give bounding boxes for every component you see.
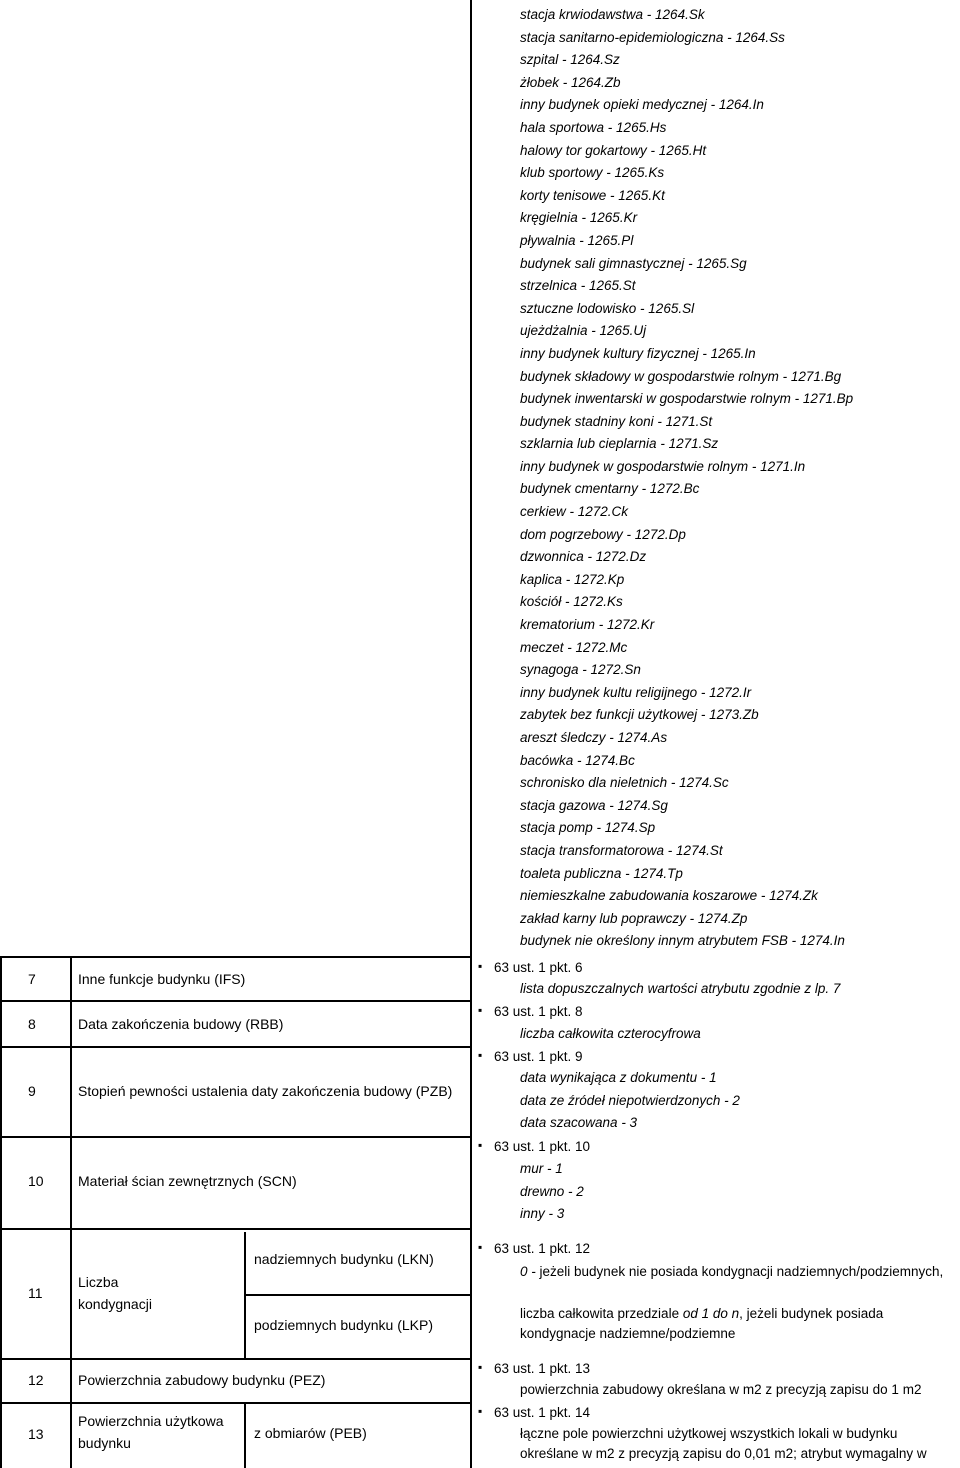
function-value-item: budynek inwentarski w gospodarstwie rolnym - 1271.Bp — [520, 391, 854, 407]
function-values-list — [520, 4, 853, 953]
row-line-10-top — [0, 1136, 470, 1138]
function-value-item: synagoga - 1272.Sn — [520, 662, 641, 678]
label-split-border-r11 — [244, 1232, 246, 1360]
function-value-item: szpital - 1264.Sz — [520, 52, 620, 68]
row-label-ifs: Inne funkcje budynku (IFS) — [78, 971, 246, 987]
description-r9-line3: data szacowana - 3 — [520, 1115, 638, 1130]
function-value-item: inny budynek w gospodarstwie rolnym - 1271.In — [520, 458, 806, 474]
legal-reference-r9: ▪ 63 ust. 1 pkt. 9 — [494, 1049, 583, 1064]
row-line-12-top — [0, 1358, 470, 1360]
legal-reference-r11: ▪ 63 ust. 1 pkt. 12 — [494, 1241, 590, 1256]
row-label-usable-area-line2: budynku — [78, 1435, 131, 1451]
row-number-7: 7 — [28, 971, 36, 987]
function-value-item: stacja gazowa - 1274.Sg — [520, 797, 668, 813]
legal-reference-r7: ▪ 63 ust. 1 pkt. 6 — [494, 960, 583, 975]
function-value-item: dzwonnica - 1272.Dz — [520, 549, 647, 565]
function-value-item: kościół - 1272.Ks — [520, 594, 623, 610]
function-value-item: kręgielnia - 1265.Kr — [520, 210, 638, 226]
description-r10-line3: inny - 3 — [520, 1206, 565, 1221]
function-value-item: krematorium - 1272.Kr — [520, 617, 655, 633]
function-value-item: korty tenisowe - 1265.Kt — [520, 187, 665, 203]
function-value-item: stacja transformatorowa - 1274.St — [520, 842, 723, 858]
legal-reference-r8: ▪ 63 ust. 1 pkt. 8 — [494, 1004, 583, 1019]
description-r9-line1: data wynikająca z dokumentu - 1 — [520, 1070, 717, 1085]
function-value-item: stacja sanitarno-epidemiologiczna - 1264.Ss — [520, 29, 785, 45]
function-value-item: dom pogrzebowy - 1272.Dp — [520, 526, 686, 542]
legal-reference-r10: ▪ 63 ust. 1 pkt. 10 — [494, 1139, 590, 1154]
function-value-item: stacja pomp - 1274.Sp — [520, 820, 656, 836]
legal-reference-r12: ▪ 63 ust. 1 pkt. 13 — [494, 1361, 590, 1376]
function-value-item: zakład karny lub poprawczy - 1274.Zp — [520, 910, 748, 926]
row-number-10: 10 — [28, 1173, 44, 1189]
function-value-item: niemieszkalne zabudowania koszarowe - 1274.Zk — [520, 888, 818, 904]
row-sublabel-peb: z obmiarów (PEB) — [254, 1425, 367, 1441]
description-r8: liczba całkowita czterocyfrowa — [520, 1026, 701, 1041]
number-column-border — [70, 956, 72, 1468]
function-value-item: hala sportowa - 1265.Hs — [520, 119, 667, 135]
function-value-item: zabytek bez funkcji użytkowej - 1273.Zb — [520, 707, 759, 723]
function-value-item: inny budynek kultu religijnego - 1272.Ir — [520, 684, 752, 700]
function-value-item: cerkiew - 1272.Ck — [520, 504, 629, 520]
description-r9-line2: data ze źródeł niepotwierdzonych - 2 — [520, 1093, 740, 1108]
function-value-item: pływalnia - 1265.Pl — [520, 232, 634, 248]
row-line-11-mid — [244, 1294, 470, 1296]
row-label-scn: Materiał ścian zewnętrznych (SCN) — [78, 1173, 297, 1189]
description-r11-part1: 0 - jeżeli budynek nie posiada kondygnacji nadziemnych/podziemnych, — [520, 1264, 944, 1279]
row-line-8-top — [0, 1000, 470, 1002]
function-value-item: inny budynek kultury fizycznej - 1265.In — [520, 345, 756, 361]
row-line-13-top — [0, 1402, 470, 1404]
function-value-item: halowy tor gokartowy - 1265.Ht — [520, 142, 707, 158]
row-label-pez: Powierzchnia zabudowy budynku (PEZ) — [78, 1372, 326, 1388]
reference-column-border — [470, 0, 472, 1468]
function-value-item: toaleta publiczna - 1274.Tp — [520, 865, 683, 881]
left-border — [0, 956, 2, 1468]
row-label-floors-line2: kondygnacji — [78, 1296, 152, 1312]
function-value-item: żłobek - 1264.Zb — [520, 74, 621, 90]
description-r10-line2: drewno - 2 — [520, 1184, 584, 1199]
description-r7: lista dopuszczalnych wartości atrybutu zgodnie z lp. 7 — [520, 981, 841, 996]
row-line-9-top — [0, 1046, 470, 1048]
description-r11-part2: liczba całkowita przedziale od 1 do n, jeżeli budynek posiada kondygnacje nadziemne/podziemne — [520, 1306, 884, 1341]
function-value-item: areszt śledczy - 1274.As — [520, 730, 668, 745]
function-value-item: budynek nie określony innym atrybutem FSB - 1274.In — [520, 933, 845, 949]
row-label-usable-area-line1: Powierzchnia użytkowa — [78, 1413, 224, 1429]
row-line-11-top — [0, 1228, 470, 1230]
function-value-item: budynek składowy w gospodarstwie rolnym - 1271.Bg — [520, 368, 842, 384]
function-value-item: budynek cmentarny - 1272.Bc — [520, 481, 700, 497]
row-label-floors-line1: Liczba — [78, 1274, 119, 1290]
description-r13-line1: łączne pole powierzchni użytkowej wszystkich lokali w budynku — [520, 1426, 898, 1441]
row-number-11: 11 — [28, 1285, 43, 1301]
function-value-item: szklarnia lub cieplarnia - 1271.Sz — [520, 436, 719, 452]
label-split-border-r13 — [244, 1404, 246, 1468]
row-number-12: 12 — [28, 1372, 44, 1388]
function-value-item: stacja krwiodawstwa - 1264.Sk — [520, 7, 705, 22]
function-value-item: budynek stadniny koni - 1271.St — [520, 413, 713, 429]
function-value-item: schronisko dla nieletnich - 1274.Sc — [520, 775, 729, 791]
legal-reference-r13: ▪ 63 ust. 1 pkt. 14 — [494, 1405, 590, 1420]
function-value-item: kaplica - 1272.Kp — [520, 571, 625, 587]
description-r13-line2: określane w m2 z precyzją zapisu do 0,01 m2; atrybut wymagalny w — [520, 1446, 927, 1461]
function-value-item: sztuczne lodowisko - 1265.Sl — [520, 300, 695, 316]
function-value-item: meczet - 1272.Mc — [520, 639, 628, 655]
function-value-item: strzelnica - 1265.St — [520, 278, 636, 294]
function-value-item: ujeżdżalnia - 1265.Uj — [520, 323, 647, 339]
row-number-13: 13 — [28, 1426, 44, 1442]
row-number-9: 9 — [28, 1083, 36, 1099]
row-number-8: 8 — [28, 1016, 36, 1032]
row-sublabel-lkn: nadziemnych budynku (LKN) — [254, 1251, 434, 1267]
function-value-item: klub sportowy - 1265.Ks — [520, 165, 665, 181]
row-line-7-top — [0, 956, 470, 958]
description-r10-line1: mur - 1 — [520, 1161, 563, 1176]
row-sublabel-lkp: podziemnych budynku (LKP) — [254, 1317, 433, 1333]
function-value-item: inny budynek opieki medycznej - 1264.In — [520, 97, 764, 113]
description-r12: powierzchnia zabudowy określana w m2 z precyzją zapisu do 1 m2 — [520, 1382, 922, 1397]
row-label-pzb: Stopień pewności ustalenia daty zakończenia budowy (PZB) — [78, 1083, 453, 1099]
row-label-rbb: Data zakończenia budowy (RBB) — [78, 1016, 284, 1032]
function-value-item: bacówka - 1274.Bc — [520, 752, 635, 768]
function-value-item: budynek sali gimnastycznej - 1265.Sg — [520, 255, 747, 271]
